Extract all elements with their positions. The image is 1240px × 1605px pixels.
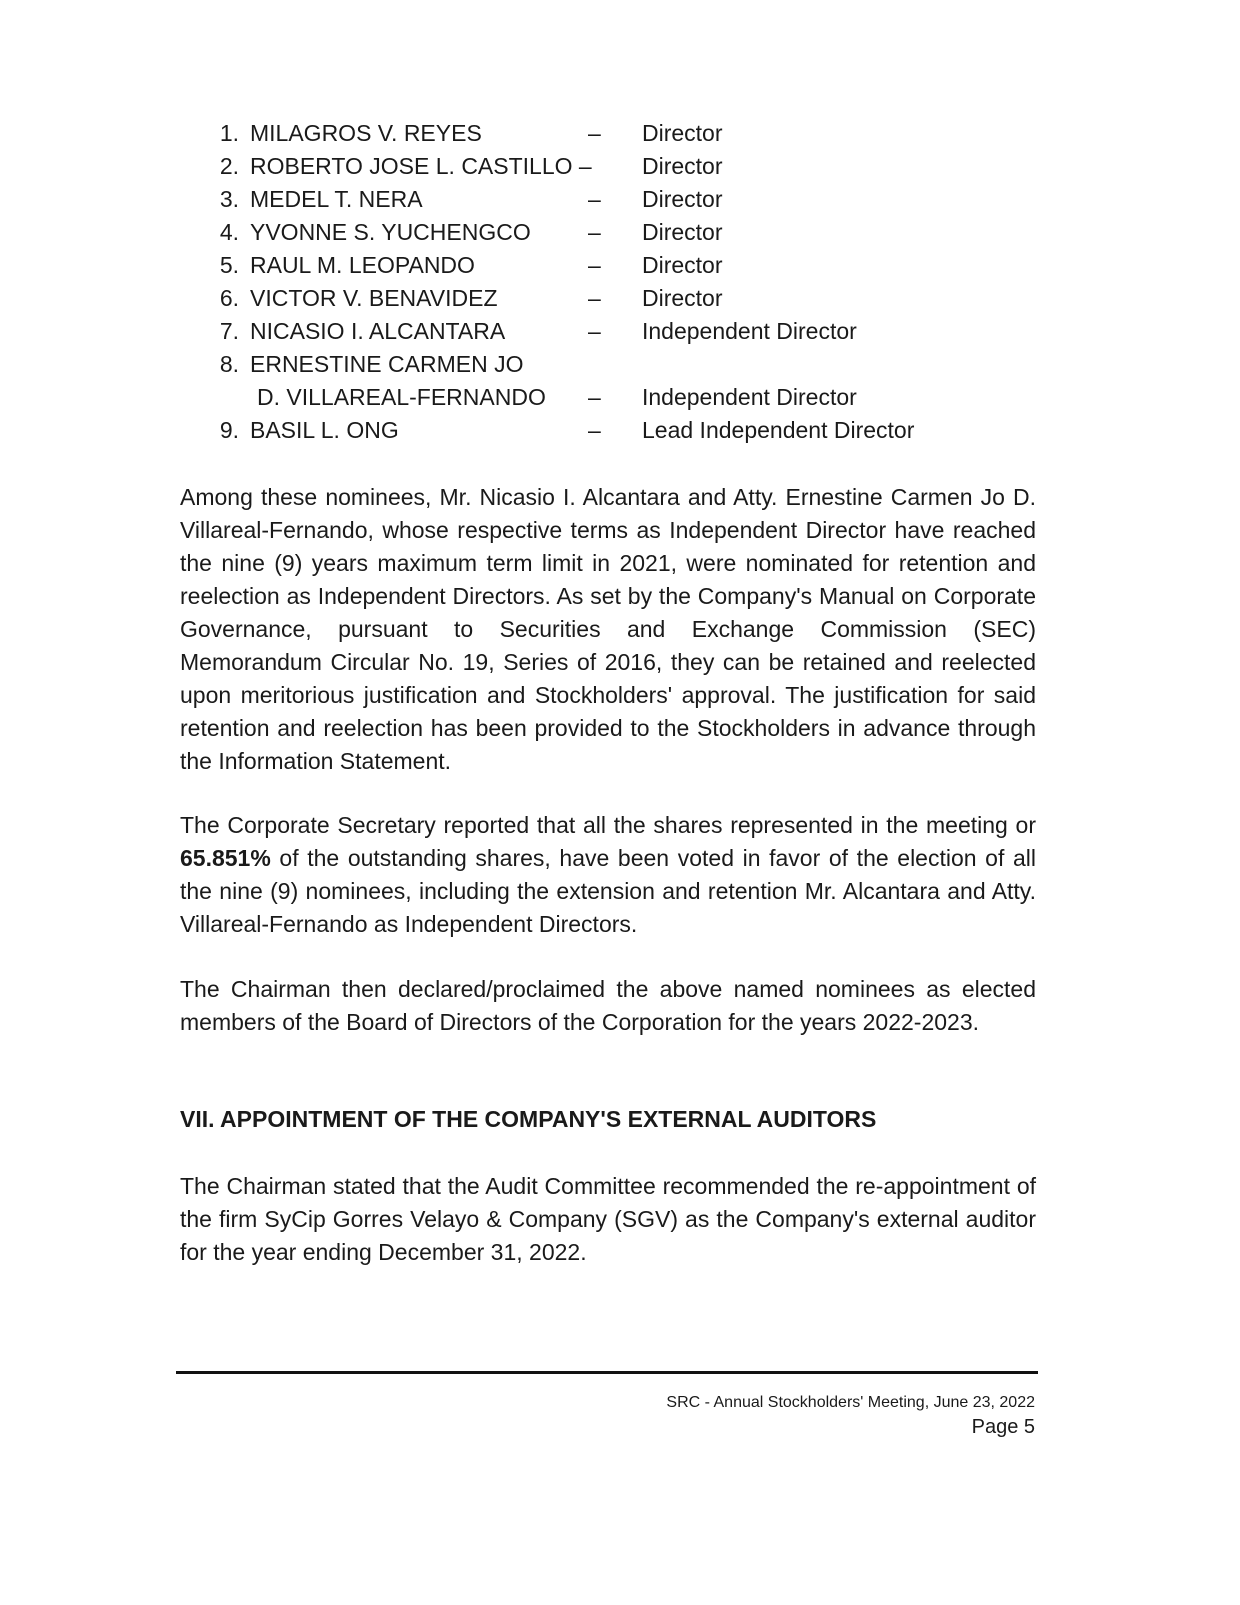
nominee-row bbox=[213, 186, 973, 219]
footer-divider bbox=[176, 1371, 1038, 1374]
nominee-number: 2. bbox=[219, 153, 239, 179]
nominee-name: NICASIO I. ALCANTARA bbox=[250, 318, 506, 344]
nominee-role: Director bbox=[642, 252, 723, 278]
nominee-name: D. VILLAREAL-FERNANDO bbox=[257, 384, 546, 410]
nominee-number: 7. bbox=[219, 318, 239, 344]
nominee-name: ERNESTINE CARMEN JO bbox=[250, 351, 524, 377]
nominee-name: ROBERTO JOSE L. CASTILLO – bbox=[250, 153, 592, 179]
proclamation-paragraph: The Chairman then declared/proclaimed the above named nominees as elected members of the Board of Directors of the Corporation for the years 2022-2023. bbox=[180, 976, 1036, 1035]
nominee-name: RAUL M. LEOPANDO bbox=[250, 252, 475, 278]
nominee-row bbox=[213, 384, 973, 417]
nominee-role: Director bbox=[642, 186, 723, 212]
nominee-number: 9. bbox=[219, 417, 239, 443]
nominee-row bbox=[213, 219, 973, 252]
nominee-dash: – bbox=[588, 318, 601, 344]
nominee-role: Independent Director bbox=[642, 318, 857, 344]
nominee-dash: – bbox=[588, 417, 601, 443]
nominee-name: MILAGROS V. REYES bbox=[250, 120, 482, 146]
nominee-dash: – bbox=[588, 120, 601, 146]
nominee-role: Director bbox=[642, 219, 723, 245]
nominee-row bbox=[213, 153, 973, 186]
nominee-name: VICTOR V. BENAVIDEZ bbox=[250, 285, 498, 311]
nominee-role: Independent Director bbox=[642, 384, 857, 410]
nominee-number: 6. bbox=[219, 285, 239, 311]
nominee-name: MEDEL T. NERA bbox=[250, 186, 423, 212]
nominee-dash: – bbox=[588, 252, 601, 278]
nominee-list bbox=[213, 120, 973, 450]
nominee-name: YVONNE S. YUCHENGCO bbox=[250, 219, 531, 245]
nominee-role: Director bbox=[642, 153, 723, 179]
nominee-role: Lead Independent Director bbox=[642, 417, 915, 443]
nominee-name: BASIL L. ONG bbox=[250, 417, 399, 443]
nominee-number: 5. bbox=[219, 252, 239, 278]
auditor-paragraph: The Chairman stated that the Audit Committee recommended the re-appointment of the firm SyCip Gorres Velayo & Company (SGV) as the Company's external auditor for the year ending December 31, 2022. bbox=[180, 1173, 1036, 1265]
nominee-number: 1. bbox=[219, 120, 239, 146]
nominee-row bbox=[213, 318, 973, 351]
nominee-dash: – bbox=[588, 219, 601, 245]
nominee-number: 8. bbox=[219, 351, 239, 377]
nominee-dash: – bbox=[588, 384, 601, 410]
nominee-row bbox=[213, 351, 973, 384]
voting-results-paragraph bbox=[180, 809, 1036, 941]
nominee-dash: – bbox=[588, 186, 601, 212]
nominee-number: 3. bbox=[219, 186, 239, 212]
voting-text-after: of the outstanding shares, have been voted in favor of the election of all the nine (9) nominees, including the extension and retention Mr. Alcantara and Atty. Villareal-Fernando as Independent Directors. bbox=[180, 845, 1036, 937]
nominee-row bbox=[213, 120, 973, 153]
nominee-row bbox=[213, 252, 973, 285]
nominee-role: Director bbox=[642, 120, 723, 146]
nominee-row bbox=[213, 417, 973, 450]
page-footer bbox=[666, 1392, 1035, 1440]
retention-paragraph: Among these nominees, Mr. Nicasio I. Alcantara and Atty. Ernestine Carmen Jo D. Villareal-Fernando, whose respective terms as Independent Director have reached the nine (9) years maximum term limit in 2021, were nominated for retention and reelection as Independent Directors. As set by the Company's Manual on Corporate Governance, pursuant to Securities and Exchange Commission (SEC) Memorandum Circular No. 19, Series of 2016, they can be retained and reelected upon meritorious justification and Stockholders' approval. The justification for said retention and reelection has been provided to the Stockholders in advance through the Information Statement. bbox=[180, 484, 1036, 774]
footer-meeting-title: SRC - Annual Stockholders' Meeting, June 23, 2022 bbox=[666, 1394, 1035, 1411]
nominee-dash: – bbox=[588, 285, 601, 311]
page-number: Page 5 bbox=[971, 1416, 1035, 1438]
voting-text-before: The Corporate Secretary reported that all the shares represented in the meeting or bbox=[180, 812, 1036, 838]
vote-percentage: 65.851% bbox=[180, 845, 271, 871]
section-heading: VII. APPOINTMENT OF THE COMPANY'S EXTERNAL AUDITORS bbox=[180, 1106, 877, 1132]
nominee-row bbox=[213, 285, 973, 318]
nominee-role: Director bbox=[642, 285, 723, 311]
nominee-number: 4. bbox=[219, 219, 239, 245]
